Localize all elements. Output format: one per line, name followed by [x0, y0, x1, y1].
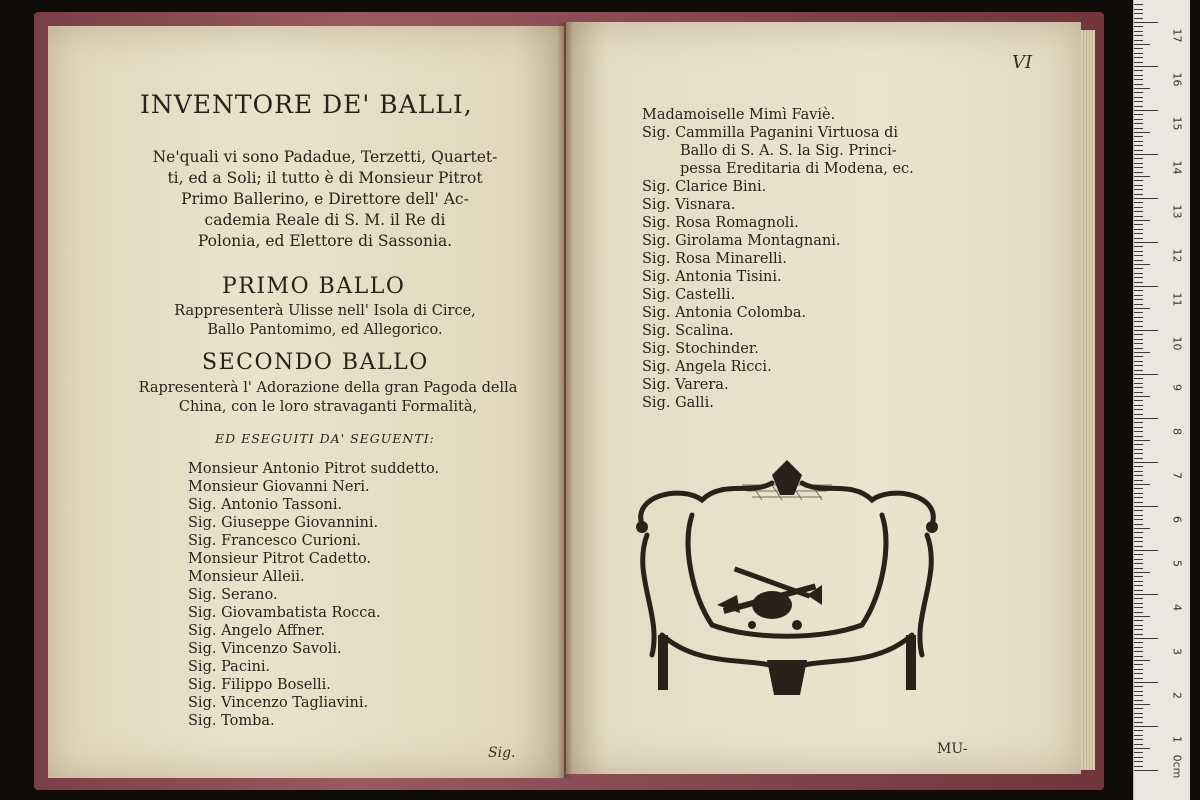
ruler-mark: 17 — [1170, 28, 1184, 43]
ruler-tick — [1134, 172, 1143, 173]
ruler-tick — [1134, 480, 1143, 481]
instruments — [717, 567, 822, 630]
performer-entry: Sig. Francesco Curioni. — [188, 533, 361, 549]
ruler-tick — [1134, 444, 1143, 445]
ruler-tick — [1134, 273, 1143, 274]
ruler-tick — [1134, 189, 1143, 190]
ruler-tick — [1134, 405, 1143, 406]
ruler-tick — [1134, 70, 1143, 71]
ruler-tick — [1134, 528, 1150, 529]
ruler-tick — [1134, 735, 1143, 736]
ruler-tick — [1134, 572, 1150, 573]
ruler-tick — [1134, 462, 1158, 463]
ruler-tick — [1134, 686, 1143, 687]
ruler-tick — [1134, 312, 1143, 313]
ruler-tick — [1134, 290, 1143, 291]
ruler-tick — [1134, 84, 1143, 85]
measuring-ruler — [1133, 0, 1190, 800]
ruler-tick — [1134, 136, 1143, 137]
ruler-tick — [1134, 216, 1143, 217]
ruler-tick — [1134, 163, 1143, 164]
performer-entry: Monsieur Pitrot Cadetto. — [188, 551, 372, 567]
performer-entry: Sig. Clarice Bini. — [642, 179, 767, 195]
page-edges — [1081, 30, 1095, 770]
ruler-tick — [1134, 722, 1143, 723]
page-number: VI — [1012, 52, 1033, 73]
performer-entry: Sig. Cammilla Paganini Virtuosa di — [642, 125, 899, 141]
ruler-tick — [1134, 678, 1143, 679]
ruler-tick — [1134, 554, 1143, 555]
ruler-tick — [1134, 568, 1143, 569]
description-line: Rappresenterà Ulisse nell' Isola di Circe, — [174, 303, 476, 319]
ruler-tick — [1134, 378, 1143, 379]
ruler-tick — [1134, 4, 1143, 5]
ruler-tick — [1134, 321, 1143, 322]
ruler-tick — [1134, 286, 1158, 287]
ruler-mark: 13 — [1170, 204, 1184, 219]
ruler-tick — [1134, 255, 1143, 256]
ruler-tick — [1134, 475, 1143, 476]
performer-entry: Monsieur Giovanni Neri. — [188, 479, 370, 495]
performer-entry: Sig. Antonio Tassoni. — [188, 497, 343, 513]
ruler-tick — [1134, 334, 1143, 335]
ruler-tick — [1134, 638, 1158, 639]
ruler-tick — [1134, 246, 1143, 247]
performer-entry: Ballo di S. A. S. la Sig. Princi- — [680, 143, 897, 159]
performer-entry: Sig. Rosa Minarelli. — [642, 251, 787, 267]
left-performer-list — [188, 460, 439, 730]
ruler-tick — [1134, 132, 1150, 133]
ruler-tick — [1134, 238, 1143, 239]
ruler-tick — [1134, 559, 1143, 560]
ruler-tick — [1134, 449, 1143, 450]
ruler-tick — [1134, 704, 1150, 705]
ruler-tick — [1134, 576, 1143, 577]
performer-entry: Sig. Antonia Tisini. — [642, 269, 782, 285]
ruler-tick — [1134, 57, 1143, 58]
ruler-tick — [1134, 22, 1158, 23]
ruler-mark: 15 — [1170, 116, 1184, 131]
ruler-tick — [1134, 97, 1143, 98]
ruler-tick — [1134, 88, 1150, 89]
ruler-tick — [1134, 739, 1143, 740]
performer-entry: Sig. Girolama Montagnani. — [642, 233, 841, 249]
ruler-tick — [1134, 370, 1143, 371]
ruler-tick — [1134, 268, 1143, 269]
ruler-tick — [1134, 510, 1143, 511]
performer-entry: Sig. Rosa Romagnoli. — [642, 215, 799, 231]
cartouche-ornament-icon — [622, 455, 952, 700]
ruler-tick — [1134, 176, 1150, 177]
performer-entry: Monsieur Antonio Pitrot suddetto. — [188, 461, 440, 477]
ruler-tick — [1134, 708, 1143, 709]
primo-ballo-description — [130, 302, 520, 340]
ruler-tick — [1134, 532, 1143, 533]
ruler-tick — [1134, 260, 1143, 261]
ruler-tick — [1134, 295, 1143, 296]
ruler-tick — [1134, 141, 1143, 142]
ruler-tick — [1134, 317, 1143, 318]
ruler-tick — [1134, 400, 1143, 401]
performer-entry: Sig. Scalina. — [642, 323, 734, 339]
ruler-tick — [1134, 590, 1143, 591]
ruler-tick — [1134, 220, 1150, 221]
description-line: China, con le loro stravaganti Formalità, — [178, 399, 478, 415]
primo-ballo-heading: PRIMO BALLO — [222, 274, 406, 299]
ruler-tick — [1134, 660, 1150, 661]
ruler-tick — [1134, 594, 1158, 595]
ruler-tick — [1134, 348, 1143, 349]
intro-paragraph — [110, 147, 540, 252]
ruler-tick — [1134, 458, 1143, 459]
performer-entry: pessa Ereditaria di Modena, ec. — [680, 161, 914, 177]
ruler-tick — [1134, 629, 1143, 630]
ruler-tick — [1134, 431, 1143, 432]
performer-entry: Madamoiselle Mimì Faviè. — [642, 107, 836, 123]
ruler-tick — [1134, 581, 1143, 582]
ruler-tick — [1134, 651, 1143, 652]
ruler-tick — [1134, 541, 1143, 542]
ruler-tick — [1134, 440, 1150, 441]
ruler-mark: 3 — [1170, 648, 1184, 655]
ruler-tick — [1134, 44, 1150, 45]
ruler-tick — [1134, 9, 1143, 10]
ruler-tick — [1134, 75, 1143, 76]
intro-line: ti, ed a Soli; il tutto è di Monsieur Pitrot — [167, 169, 483, 187]
ruler-tick — [1134, 198, 1158, 199]
ruler-tick — [1134, 519, 1143, 520]
intro-line: Polonia, ed Elettore di Sassonia. — [197, 232, 453, 250]
ruler-mark: 8 — [1170, 428, 1184, 435]
ruler-tick — [1134, 26, 1143, 27]
ruler-tick — [1134, 427, 1143, 428]
ruler-tick — [1134, 194, 1143, 195]
description-line: Rapresenterà l' Adorazione della gran Pagoda della — [138, 380, 518, 396]
ruler-tick — [1134, 669, 1143, 670]
ruler-tick — [1134, 242, 1158, 243]
ruler-tick — [1134, 128, 1143, 129]
performer-entry: Sig. Serano. — [188, 587, 278, 603]
ruler-tick — [1134, 682, 1158, 683]
ruler-tick — [1134, 356, 1143, 357]
ruler-mark: 14 — [1170, 160, 1184, 175]
ruler-tick — [1134, 497, 1143, 498]
ruler-unit-label: 0cm — [1170, 754, 1184, 779]
ruler-tick — [1134, 167, 1143, 168]
ruler-tick — [1134, 537, 1143, 538]
ruler-mark: 10 — [1170, 336, 1184, 351]
performer-entry: Sig. Giovambatista Rocca. — [188, 605, 381, 621]
ruler-tick — [1134, 35, 1143, 36]
ruler-tick — [1134, 106, 1143, 107]
ruler-mark: 9 — [1170, 384, 1184, 391]
ruler-tick — [1134, 625, 1143, 626]
ruler-tick — [1134, 612, 1143, 613]
ruler-tick — [1134, 365, 1143, 366]
performer-entry: Sig. Tomba. — [188, 713, 275, 729]
ruler-mark: 16 — [1170, 72, 1184, 87]
ruler-tick — [1134, 563, 1143, 564]
ruler-tick — [1134, 62, 1143, 63]
ruler-tick — [1134, 145, 1143, 146]
ruler-tick — [1134, 330, 1158, 331]
ruler-tick — [1134, 79, 1143, 80]
ruler-tick — [1134, 506, 1158, 507]
ruler-tick — [1134, 66, 1158, 67]
ruler-tick — [1134, 202, 1143, 203]
performer-entry: Sig. Antonia Colomba. — [642, 305, 807, 321]
ruler-tick — [1134, 40, 1143, 41]
performer-entry: Sig. Galli. — [642, 395, 714, 411]
ruler-tick — [1134, 757, 1143, 758]
performer-entry: Sig. Stochinder. — [642, 341, 759, 357]
ruler-tick — [1134, 308, 1150, 309]
ruler-tick — [1134, 453, 1143, 454]
intro-line: Ne'quali vi sono Padadue, Terzetti, Quartet- — [152, 148, 498, 166]
ruler-tick — [1134, 392, 1143, 393]
performers-caption: ED ESEGUITI DA' SEGUENTI: — [215, 431, 435, 446]
ruler-tick — [1134, 31, 1143, 32]
ruler-tick — [1134, 422, 1143, 423]
intro-line: Primo Ballerino, e Direttore dell' Ac- — [181, 190, 469, 208]
right-performer-list — [642, 106, 914, 412]
ruler-tick — [1134, 299, 1143, 300]
ruler-tick — [1134, 180, 1143, 181]
ruler-tick — [1134, 352, 1150, 353]
ruler-tick — [1134, 185, 1143, 186]
ruler-tick — [1134, 752, 1143, 753]
ruler-tick — [1134, 396, 1150, 397]
ruler-tick — [1134, 598, 1143, 599]
ruler-tick — [1134, 730, 1143, 731]
ruler-tick — [1134, 488, 1143, 489]
ruler-tick — [1134, 748, 1150, 749]
ruler-tick — [1134, 387, 1143, 388]
ruler-tick — [1134, 414, 1143, 415]
ruler-tick — [1134, 119, 1143, 120]
right-catchword: MU- — [937, 741, 968, 757]
ruler-tick — [1134, 13, 1143, 14]
ruler-tick — [1134, 691, 1143, 692]
performer-entry: Sig. Angela Ricci. — [642, 359, 772, 375]
ruler-tick — [1134, 53, 1143, 54]
ruler-mark: 11 — [1170, 292, 1184, 307]
ruler-tick — [1134, 493, 1143, 494]
ruler-tick — [1134, 326, 1143, 327]
ruler-tick — [1134, 634, 1143, 635]
ruler-tick — [1134, 110, 1158, 111]
ruler-tick — [1134, 524, 1143, 525]
ruler-tick — [1134, 18, 1143, 19]
performer-entry: Sig. Giuseppe Giovannini. — [188, 515, 379, 531]
ruler-tick — [1134, 656, 1143, 657]
performer-entry: Sig. Pacini. — [188, 659, 271, 675]
page-title: INVENTORE DE' BALLI, — [140, 90, 473, 119]
ruler-tick — [1134, 418, 1158, 419]
ruler-tick — [1134, 550, 1158, 551]
ruler-tick — [1134, 207, 1143, 208]
ruler-tick — [1134, 229, 1143, 230]
ruler-tick — [1134, 361, 1143, 362]
ruler-tick — [1134, 251, 1143, 252]
secondo-ballo-heading: SECONDO BALLO — [202, 350, 429, 375]
ruler-tick — [1134, 304, 1143, 305]
ruler-tick — [1134, 603, 1143, 604]
performer-entry: Sig. Angelo Affner. — [188, 623, 326, 639]
ruler-mark: 6 — [1170, 516, 1184, 523]
ruler-tick — [1134, 233, 1143, 234]
ruler-tick — [1134, 761, 1143, 762]
ruler-tick — [1134, 339, 1143, 340]
ruler-tick — [1134, 154, 1158, 155]
ruler-mark: 2 — [1170, 692, 1184, 699]
performer-entry: Sig. Castelli. — [642, 287, 736, 303]
ruler-mark: 1 — [1170, 736, 1184, 743]
ruler-mark: 5 — [1170, 560, 1184, 567]
ruler-tick — [1134, 616, 1150, 617]
ruler-tick — [1134, 695, 1143, 696]
ruler-tick — [1134, 114, 1143, 115]
ruler-tick — [1134, 374, 1158, 375]
ruler-tick — [1134, 224, 1143, 225]
ruler-tick — [1134, 123, 1143, 124]
performer-entry: Sig. Varera. — [642, 377, 729, 393]
ruler-tick — [1134, 766, 1143, 767]
ruler-tick — [1134, 211, 1143, 212]
ruler-tick — [1134, 484, 1150, 485]
secondo-ballo-description — [108, 379, 548, 417]
ruler-tick — [1134, 383, 1143, 384]
left-catchword: Sig. — [488, 745, 516, 761]
ruler-tick — [1134, 92, 1143, 93]
ruler-tick — [1134, 343, 1143, 344]
ruler-tick — [1134, 717, 1143, 718]
ruler-tick — [1134, 664, 1143, 665]
ruler-tick — [1134, 647, 1143, 648]
ruler-mark: 7 — [1170, 472, 1184, 479]
ruler-tick — [1134, 277, 1143, 278]
performer-entry: Sig. Vincenzo Tagliavini. — [188, 695, 369, 711]
ruler-tick — [1134, 282, 1143, 283]
ruler-tick — [1134, 264, 1150, 265]
ruler-tick — [1134, 466, 1143, 467]
ruler-tick — [1134, 546, 1143, 547]
ruler-tick — [1134, 770, 1158, 771]
ruler-tick — [1134, 471, 1143, 472]
ruler-tick — [1134, 726, 1158, 727]
ruler-tick — [1134, 409, 1143, 410]
ruler-tick — [1134, 642, 1143, 643]
ruler-tick — [1134, 150, 1143, 151]
ruler-tick — [1134, 673, 1143, 674]
ruler-tick — [1134, 585, 1143, 586]
ruler-mark: 4 — [1170, 604, 1184, 611]
description-line: Ballo Pantomimo, ed Allegorico. — [207, 322, 443, 338]
ruler-tick — [1134, 515, 1143, 516]
ruler-tick — [1134, 158, 1143, 159]
ruler-tick — [1134, 744, 1143, 745]
ruler-tick — [1134, 700, 1143, 701]
performer-entry: Monsieur Alleii. — [188, 569, 305, 585]
ruler-tick — [1134, 713, 1143, 714]
intro-line: cademia Reale di S. M. il Re di — [204, 211, 446, 229]
performer-entry: Sig. Visnara. — [642, 197, 736, 213]
ruler-tick — [1134, 620, 1143, 621]
ruler-tick — [1134, 48, 1143, 49]
performer-entry: Sig. Filippo Boselli. — [188, 677, 331, 693]
performer-entry: Sig. Vincenzo Savoli. — [188, 641, 342, 657]
ruler-tick — [1134, 101, 1143, 102]
ruler-tick — [1134, 436, 1143, 437]
ruler-tick — [1134, 502, 1143, 503]
book-gutter — [557, 22, 573, 778]
ruler-tick — [1134, 607, 1143, 608]
ruler-mark: 12 — [1170, 248, 1184, 263]
